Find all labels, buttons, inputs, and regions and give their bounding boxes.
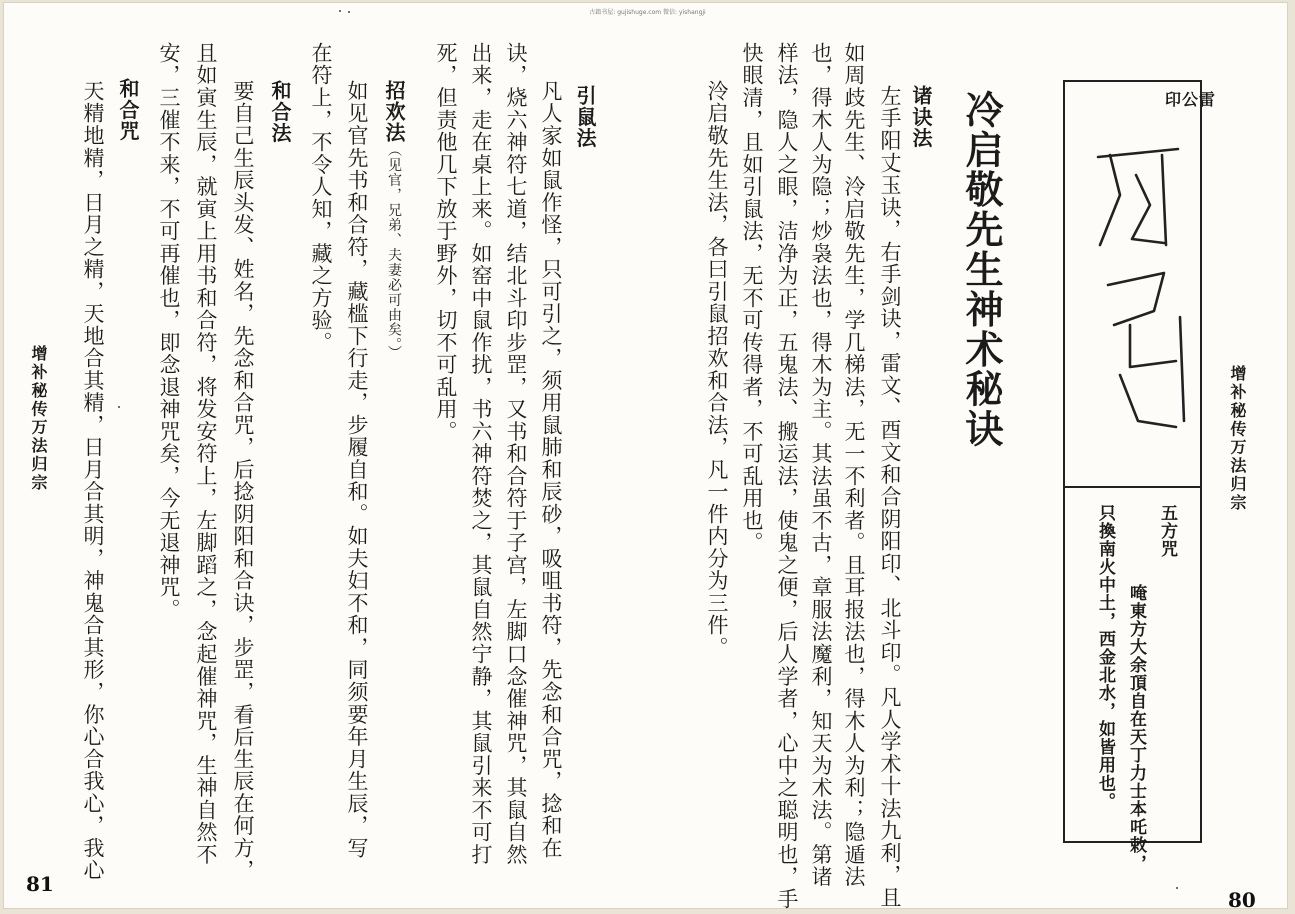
mantra-line-2: 只換南火中土，西金北水，如皆用也。 [1095,504,1115,811]
left-side-title: 增补秘传万法归宗 [29,345,48,493]
seal-label: 雷公印 [1165,90,1216,109]
header-watermark: 古籍书屋: gujishuge.com 微信: yishangji [589,9,706,16]
scan-speck [339,10,341,12]
hehe-line-1: 要自己生辰头发、姓名，先念和合咒，后捻阴阳和合诀，步罡，看后生辰在何方， [231,80,255,882]
section-title-zhaohuanfa: 招欢法 [382,80,406,143]
right-text-line-5: 快眼清，且如引鼠法，无不可传得者，不可乱用也。 [740,42,764,554]
page-number-81: 81 [26,872,54,896]
scan-speck [118,406,120,408]
right-text-line-3: 也，得木人为隐；炒袅法也，得木为主。其法虽不古，章服法魔利，知天为术法。第诸 [809,42,833,888]
right-text-line-4: 样法，隐人之眼，洁净为正，五鬼法、搬运法，使鬼之便，后人学者，心中之聪明也，手 [775,42,799,911]
yinshu-line-4: 死，但责他几下放于野外，切不可乱用。 [434,42,458,443]
seal-divider [1063,486,1202,488]
chapter-title: 冷启敬先生神术秘诀 [959,90,1004,450]
right-text-line-6: 泠启敬先生法，各曰引鼠招欢和合法，凡一件内分为三件。 [705,80,729,659]
seal-talisman-icon [1080,135,1192,435]
page-number-80: 80 [1228,888,1256,912]
section-title-hehezhou: 和合咒 [116,78,140,142]
hehe-line-2: 且如寅生辰，就寅上用书和合符，将发安符上，左脚蹈之，念起催神咒，生神自然不 [194,42,218,866]
scan-speck [1176,887,1178,889]
hezhou-line-1: 天精地精，日月之精，天地合其精，日月合其明，神鬼合其形，你心合我心，我心 [81,80,105,882]
right-text-line-2: 如周歧先生、泠启敬先生，学几梯法，无一不利者。且耳报法也，得木人为利；隐遁法 [842,42,866,888]
scan-speck [348,11,350,13]
right-side-title: 增补秘传万法归宗 [1228,365,1247,513]
mantra-line-1: 唵東方大余頂自在天丁力士本吒敕， [1126,584,1146,873]
zhaohuan-heading [384,80,404,360]
yinshu-line-1: 凡人家如鼠作怪，只可引之，须用鼠肺和辰砂，吸咀书符，先念和合咒，捻和在 [539,80,563,860]
section-title-zhujuefa: 诸诀法 [909,85,933,149]
mantra-title: 五方咒 [1157,504,1177,559]
zhaohuan-line-2: 在符上，不令人知，藏之方验。 [309,42,333,354]
hehe-line-3: 安，三催不来，不可再催也，即念退神咒矣，今无退神咒。 [157,42,181,621]
right-text-line-1: 左手阳丈玉诀，右手剑诀，雷文、酉文和合阴阳印、北斗印。凡人学术十法九利，且 [878,85,902,909]
yinshu-line-3: 出来，走在桌上来。如窑中鼠作扰，书六神符焚之，其鼠自然宁静，其鼠引来不可打 [469,42,493,866]
zhaohuan-note: （见官，兄弟、夫妻必可由矣。） [386,142,402,361]
zhaohuan-line-1: 如见官先书和合符，藏槛下行走，步履自和。如夫妇不和，同须要年月生辰，写 [345,80,369,860]
section-title-hehefa: 和合法 [268,80,292,144]
yinshu-line-2: 诀，烧六神符七道，结北斗印步罡，又书和合符于子宫，左脚口念催神咒，其鼠自然 [504,42,528,866]
section-title-yinshufa: 引鼠法 [573,85,597,149]
